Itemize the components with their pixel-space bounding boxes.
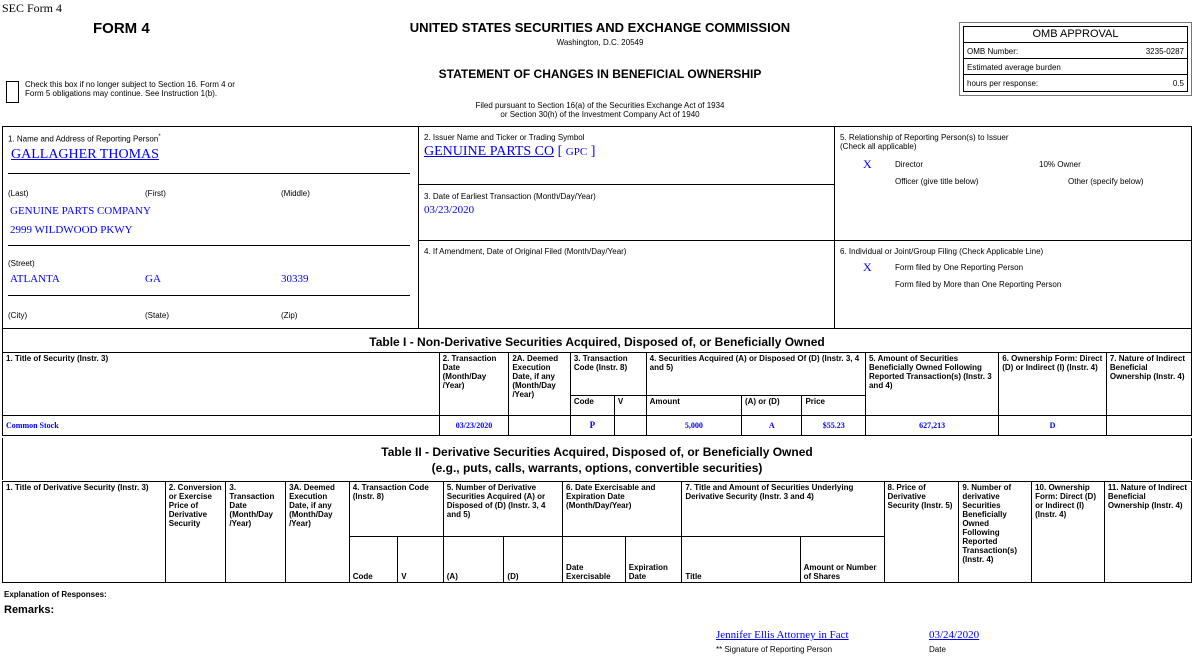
explanation-label: Explanation of Responses: — [4, 590, 107, 599]
table1 — [2, 352, 1192, 436]
t1-h-price: Price — [802, 396, 866, 416]
box4-label: 4. If Amendment, Date of Original Filed (Month/Day/Year) — [424, 247, 627, 256]
t2-h-price: 8. Price of Derivative Security (Instr. 5) — [884, 482, 959, 583]
sec-form-label: SEC Form 4 — [2, 1, 63, 15]
ticker-symbol: GPC — [565, 146, 588, 158]
reporting-person-name[interactable]: GALLAGHER THOMAS — [11, 147, 159, 162]
date-label: Date — [929, 645, 946, 654]
omb-title: OMB APPROVAL — [964, 27, 1187, 43]
t2-h-underlying: 7. Title and Amount of Securities Underlying Derivative Security (Instr. 3 and 4) — [682, 482, 884, 537]
t1-form: D — [999, 416, 1107, 436]
issuer-name[interactable]: GENUINE PARTS CO — [424, 144, 555, 159]
omb-burden-label: Estimated average burden — [967, 63, 1061, 72]
t2-h-nature: 11. Nature of Indirect Beneficial Ownership (Instr. 4) — [1104, 482, 1191, 583]
t2-h-title: 1. Title of Derivative Security (Instr. 3) — [3, 482, 166, 583]
t1-h-acquired: 4. Securities Acquired (A) or Disposed Of (D) (Instr. 3, 4 and 5) — [646, 353, 865, 396]
t1-v — [614, 416, 646, 436]
omb-hours-label: hours per response: — [967, 79, 1039, 88]
director-check: X — [863, 157, 872, 171]
box1-label: 1. Name and Address of Reporting Person* — [8, 134, 161, 144]
table2-title: Table II - Derivative Securities Acquired, Disposed of, or Beneficially Owned — [381, 445, 813, 459]
t2-h-conversion: 2. Conversion or Exercise Price of Derivative Security — [165, 482, 226, 583]
table2 — [2, 481, 1192, 583]
statement-title: STATEMENT OF CHANGES IN BENEFICIAL OWNERSHIP — [438, 67, 762, 81]
t2-h-code-sub: Code — [349, 537, 398, 583]
more-persons-label: Form filed by More than One Reporting Person — [895, 280, 1062, 289]
ten-percent-owner-label: 10% Owner — [1039, 160, 1081, 169]
omb-hours: 0.5 — [1172, 79, 1184, 88]
box6-label: 6. Individual or Joint/Group Filing (Check Applicable Line) — [840, 247, 1044, 256]
agency-title: UNITED STATES SECURITIES AND EXCHANGE COMMISSION — [409, 20, 791, 35]
last-label: (Last) — [8, 189, 29, 198]
t1-h-deemed: 2A. Deemed Execution Date, if any (Month/Day /Year) — [509, 353, 571, 416]
one-person-label: Form filed by One Reporting Person — [895, 263, 1024, 272]
t1-deemed-date — [509, 416, 571, 436]
t1-h-code-sub: Code — [570, 396, 614, 416]
t2-h-deemed: 3A. Deemed Execution Date, if any (Month/Day /Year) — [286, 482, 350, 583]
middle-label: (Middle) — [281, 189, 310, 198]
section16-checkbox[interactable] — [6, 81, 19, 103]
omb-number-label: OMB Number: — [967, 47, 1019, 56]
officer-label: Officer (give title below) — [895, 177, 979, 186]
city-value: ATLANTA — [10, 273, 60, 285]
omb-approval-box — [959, 22, 1192, 96]
earliest-transaction-date: 03/23/2020 — [424, 204, 475, 216]
t1-nature — [1106, 416, 1191, 436]
t2-h-date-exercisable: Date Exercisable — [563, 537, 626, 583]
signature-link[interactable]: Jennifer Ellis Attorney in Fact — [716, 629, 849, 641]
t1-code: P — [570, 416, 614, 436]
t1-h-title: 1. Title of Security (Instr. 3) — [3, 353, 440, 416]
issuer-line: GENUINE PARTS CO [ GPC ] — [424, 144, 596, 159]
box3-label: 3. Date of Earliest Transaction (Month/Day/Year) — [424, 192, 596, 201]
t2-h-v: V — [398, 537, 443, 583]
t1-h-aord: (A) or (D) — [741, 396, 801, 416]
zip-value: 30339 — [281, 273, 309, 285]
t2-h-form: 10. Ownership Form: Direct (D) or Indirect (I) (Instr. 4) — [1032, 482, 1105, 583]
t2-h-owned: 9. Number of derivative Securities Beneficially Owned Following Reported Transaction(s) (Instr. 4) — [959, 482, 1032, 583]
box5-label: 5. Relationship of Reporting Person(s) to Issuer — [840, 133, 1009, 142]
t1-amount: 5,000 — [646, 416, 741, 436]
filed-pursuant-1: Filed pursuant to Section 16(a) of the Securities Exchange Act of 1934 — [475, 101, 725, 110]
t1-owned: 627,213 — [865, 416, 998, 436]
remarks-label: Remarks: — [4, 604, 55, 616]
one-person-check: X — [863, 260, 872, 274]
t2-h-d: (D) — [504, 537, 563, 583]
signature-date: 03/24/2020 — [929, 629, 980, 641]
table2-subtitle: (e.g., puts, calls, warrants, options, convertible securities) — [431, 461, 763, 475]
director-label: Director — [895, 160, 924, 169]
state-label: (State) — [145, 311, 170, 320]
t2-h-expiration: Expiration Date — [625, 537, 682, 583]
form-title: FORM 4 — [93, 20, 150, 37]
city-label: (City) — [8, 311, 28, 320]
address-line-1: GENUINE PARTS COMPANY — [10, 205, 151, 217]
filed-pursuant-2: or Section 30(h) of the Investment Company Act of 1940 — [500, 110, 700, 119]
other-label: Other (specify below) — [1068, 177, 1144, 186]
checkbox-text: Check this box if no longer subject to Section 16. Form 4 or Form 5 obligations may continue. See Instruction 1(b). — [25, 80, 235, 98]
t2-h-code: 4. Transaction Code (Instr. 8) — [349, 482, 443, 537]
state-value: GA — [145, 273, 161, 285]
t2-h-amount-shares: Amount or Number of Shares — [800, 537, 884, 583]
t2-h-underlying-title: Title — [682, 537, 800, 583]
t2-h-a: (A) — [443, 537, 504, 583]
address-line-2: 2999 WILDWOOD PKWY — [10, 224, 133, 236]
t1-h-owned: 5. Amount of Securities Beneficially Owned Following Reported Transaction(s) (Instr. 3 and 4) — [865, 353, 998, 416]
agency-location: Washington, D.C. 20549 — [556, 38, 644, 47]
t1-security-title: Common Stock — [3, 416, 440, 436]
signature-label: ** Signature of Reporting Person — [716, 645, 833, 654]
table-row — [3, 416, 1192, 436]
street-label: (Street) — [8, 259, 35, 268]
omb-number: 3235-0287 — [1145, 47, 1184, 56]
t1-aord: A — [741, 416, 801, 436]
t2-h-number: 5. Number of Derivative Securities Acquired (A) or Disposed of (D) (Instr. 3, 4 and 5) — [443, 482, 562, 537]
box2-label: 2. Issuer Name and Ticker or Trading Symbol — [424, 133, 585, 142]
t1-h-amount: Amount — [646, 396, 741, 416]
t1-h-form: 6. Ownership Form: Direct (D) or Indirect (I) (Instr. 4) — [999, 353, 1107, 416]
table1-title: Table I - Non-Derivative Securities Acquired, Disposed of, or Beneficially Owned — [369, 335, 825, 349]
t2-h-date: 3. Transaction Date (Month/Day /Year) — [226, 482, 286, 583]
first-label: (First) — [145, 189, 166, 198]
t1-h-v: V — [614, 396, 646, 416]
box5-sub: (Check all applicable) — [840, 142, 917, 151]
t2-h-exercisable: 6. Date Exercisable and Expiration Date (Month/Day/Year) — [563, 482, 682, 537]
t1-h-code: 3. Transaction Code (Instr. 8) — [570, 353, 646, 396]
t1-transaction-date: 03/23/2020 — [439, 416, 509, 436]
t1-h-nature: 7. Nature of Indirect Beneficial Ownership (Instr. 4) — [1106, 353, 1191, 416]
t1-price: $55.23 — [802, 416, 866, 436]
t1-h-date: 2. Transaction Date (Month/Day /Year) — [439, 353, 509, 416]
zip-label: (Zip) — [281, 311, 298, 320]
